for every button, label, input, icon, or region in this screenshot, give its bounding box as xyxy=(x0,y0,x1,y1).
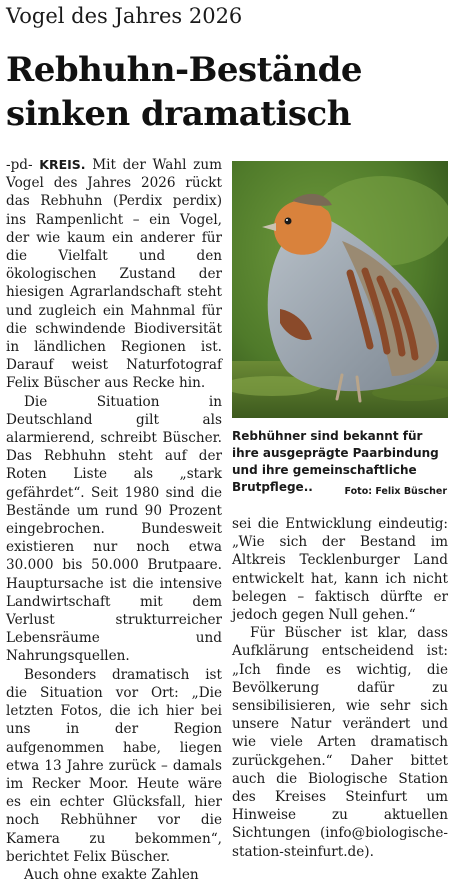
kicker: Vogel des Jahres 2026 xyxy=(6,4,243,28)
article-column-left xyxy=(6,156,222,884)
headline-line-1: Rebhuhn-Bestände xyxy=(6,50,363,90)
article-paragraph: Für Büscher ist klar, dass Aufklärung entscheidend ist: „Ich finde es wichtig, die Bevölkerung dafür zu sensibilisieren, wie sehr sich unsere Natur verändert und wie viele Arten dramatisch zurückgehen.“ Daher bittet auch die Biologische Station des Kreises Steinfurt um Hinweise zu aktuellen Sichtungen (info@biologische-station-steinfurt.de). xyxy=(232,625,448,860)
photo-credit: Foto: Felix Büscher xyxy=(344,486,447,497)
article-paragraph: Auch ohne exakte Zahlen xyxy=(24,866,199,883)
lead-text: Mit der Wahl zum Vogel des Jahres 2026 rückt das Rebhuhn (Perdix perdix) ins Rampenlicht – ein Vogel, der wie kaum ein anderer für die Vielfalt und den ökologischen Zustand der hiesigen Agrarlandschaft steht und zugleich ein Mahnmal für die schwindende Biodiversität in ländlichen Regionen ist. Darauf weist Naturfotograf Felix Büscher aus Recke hin. xyxy=(6,157,222,392)
article-paragraph: sei die Entwicklung eindeutig: „Wie sich der Bestand im Altkreis Tecklenburger Land entwickelt hat, kann ich nicht belegen – faktisch dürfte er jedoch gegen Null gehen.“ xyxy=(232,516,448,624)
partridge-photo xyxy=(232,161,448,418)
place-marker: KREIS. xyxy=(39,157,86,172)
article-paragraph: Besonders dramatisch ist die Situation vor Ort: „Die letzten Fotos, die ich hier bei uns in der Region aufgenommen habe, liegen etwa 13 Jahre zurück – damals im Recker Moor. Heute wäre es ein echter Glücksfall, hier noch Rebhühner vor die Kamera zu bekommen“, berichtet Felix Büscher. xyxy=(6,666,222,865)
photo-caption: Rebhühner sind bekannt für ihre ausgeprägte Paarbindung und ihre gemeinschaftliche Brutpflege.. xyxy=(232,429,439,494)
article-column-right xyxy=(232,515,448,861)
partridge-photo-icon xyxy=(232,161,448,418)
headline xyxy=(6,48,446,136)
article-paragraph xyxy=(6,156,222,393)
dateline: -pd- xyxy=(6,157,33,173)
headline-line-2: sinken dramatisch xyxy=(6,94,351,134)
article-paragraph: Die Situation in Deutschland gilt als alarmierend, schreibt Büscher. Das Rebhuhn steht auf der Roten Liste als „stark gefährdet“. Seit 1980 sind die Bestände um rund 90 Prozent eingebrochen. Bundesweit existieren nur noch etwa 30.000 bis 50.000 Brutpaare. Hauptursache ist die intensive Landwirtschaft mit dem Verlust strukturreicher Lebensräume und Nahrungsquellen. xyxy=(6,393,222,665)
